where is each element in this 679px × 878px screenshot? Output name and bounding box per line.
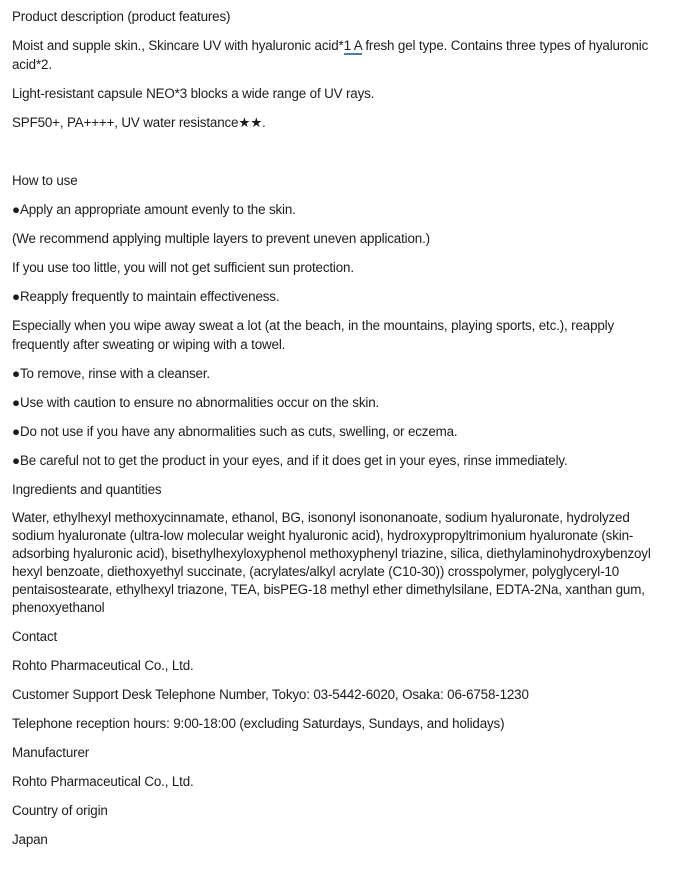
how-to-use-item: (We recommend applying multiple layers to prevent uneven application.) [12, 231, 430, 246]
product-description-intro [12, 36, 667, 74]
section-origin [12, 801, 667, 849]
section-how-to-use [12, 171, 667, 470]
how-to-use-item: Especially when you wipe away sweat a lot (at the beach, in the mountains, playing sports, etc.), reapply frequently after sweating or wiping with a towel. [12, 318, 615, 352]
section-product-description [12, 7, 667, 132]
paragraph-spacer [12, 142, 667, 171]
how-to-use-item: If you use too little, you will not get sufficient sun protection. [12, 260, 354, 275]
contact-company: Rohto Pharmaceutical Co., Ltd. [12, 658, 194, 673]
how-to-use-item: ●Reapply frequently to maintain effectiveness. [12, 289, 280, 304]
section-manufacturer [12, 743, 667, 791]
ingredients-heading: Ingredients and quantities [12, 482, 162, 497]
section-ingredients [12, 480, 667, 617]
how-to-use-item: ●To remove, rinse with a cleanser. [12, 366, 210, 381]
manufacturer-heading: Manufacturer [12, 745, 90, 760]
capsule-feature-line: Light-resistant capsule NEO*3 blocks a wide range of UV rays. [12, 86, 375, 101]
contact-hours-line: Telephone reception hours: 9:00-18:00 (excluding Saturdays, Sundays, and holidays) [12, 716, 505, 731]
contact-heading: Contact [12, 629, 58, 644]
manufacturer-company: Rohto Pharmaceutical Co., Ltd. [12, 774, 194, 789]
section-contact [12, 627, 667, 733]
how-to-use-heading: How to use [12, 173, 78, 188]
origin-heading: Country of origin [12, 803, 108, 818]
spf-rating-line: SPF50+, PA++++, UV water resistance★★. [12, 115, 266, 130]
product-description-heading: Product description (product features) [12, 9, 231, 24]
intro-text-after-link: fresh gel type. Contains three types of hyaluronic acid*2. [12, 38, 649, 72]
intro-text-before-link: Moist and supple skin., Skincare UV with hyaluronic acid* [12, 38, 344, 53]
ingredients-list: Water, ethylhexyl methoxycinnamate, ethanol, BG, isononyl isononanoate, sodium hyaluronate, hydrolyzed sodium hyaluronate (ultra-low molecular weight hyaluronic acid), hydroxypropyltrimonium hyaluronate (skin-adsorbing hyaluronic acid), bisethylhexyloxyphenol methoxyphenyl triazine, silica, diethylaminohydroxybenzoyl hexyl benzoate, diethoxyethyl succinate, (acrylates/alkyl acrylate (C10-30)) crosspolymer, polyglyceryl-10 pentaisostearate, ethylhexyl triazone, TEA, bisPEG-18 methyl ether dimethylsilane, EDTA-2Na, xanthan gum, phenoxyethanol [12, 510, 651, 615]
hyaluronic-acid-note-link[interactable]: 1 A [343, 38, 362, 53]
origin-country: Japan [12, 832, 48, 847]
how-to-use-item: ●Do not use if you have any abnormalities such as cuts, swelling, or eczema. [12, 424, 458, 439]
how-to-use-item: ●Use with caution to ensure no abnormalities occur on the skin. [12, 395, 380, 410]
how-to-use-item: ●Apply an appropriate amount evenly to the skin. [12, 202, 296, 217]
how-to-use-item: ●Be careful not to get the product in your eyes, and if it does get in your eyes, rinse immediately. [12, 453, 568, 468]
contact-phone-line: Customer Support Desk Telephone Number, Tokyo: 03-5442-6020, Osaka: 06-6758-1230 [12, 687, 529, 702]
